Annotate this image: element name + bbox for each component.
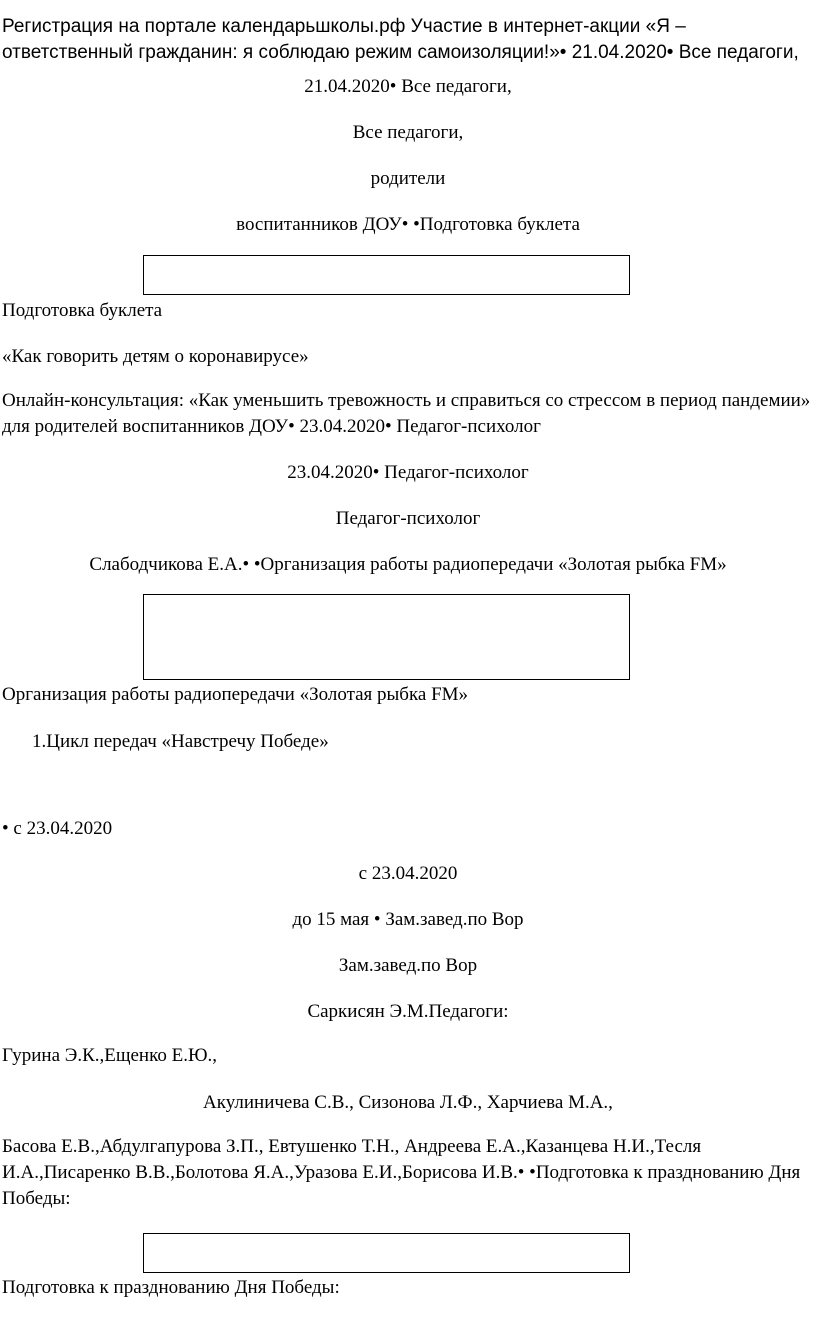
- psychologist-paragraph: Педагог-психолог: [335, 508, 481, 529]
- until-may-paragraph: до 15 мая • Зам.завед.по Вор: [292, 909, 524, 930]
- pupils-paragraph: воспитанников ДОУ• •Подготовка буклета: [236, 214, 580, 235]
- from-date-bullet: • с 23.04.2020: [2, 818, 113, 839]
- empty-frame-2: [143, 594, 630, 680]
- empty-frame-1: [143, 255, 630, 295]
- parents-paragraph: родители: [370, 168, 446, 189]
- date-paragraph: 21.04.2020• Все педагоги,: [304, 76, 512, 97]
- deputy-paragraph: Зам.завед.по Вор: [338, 955, 478, 976]
- from-date-paragraph: с 23.04.2020: [358, 863, 458, 884]
- sarkisyan-paragraph: Саркисян Э.М.Педагоги:: [307, 1001, 509, 1022]
- booklet-paragraph: Подготовка буклета: [2, 300, 163, 321]
- radio-paragraph: Организация работы радиопередачи «Золотая рыбка FM»: [2, 684, 469, 705]
- registration-paragraph: Регистрация на портале календарьшколы.рф Участие в интернет-акции «Я – ответственный гражданин: я соблюдаю режим самоизоляции!»• 21.04.2020• Все педагоги,: [2, 16, 799, 63]
- date-psychologist-paragraph: 23.04.2020• Педагог-психолог: [287, 462, 529, 483]
- victory-series-item: 1.Цикл передач «Навстречу Победе»: [32, 731, 329, 752]
- basova-paragraph: Басова Е.В.,Абдулгапурова З.П., Евтушенко Т.Н., Андреева Е.А.,Казанцева Н.И.,Тесля И.А.,Писаренко В.В.,Болотова Я.А.,Уразова Е.И.,Борисова И.В.• •Подготовка к празднованию Дня Победы:: [2, 1136, 801, 1209]
- empty-frame-3: [143, 1233, 630, 1273]
- victory-day-paragraph: Подготовка к празднованию Дня Победы:: [2, 1277, 340, 1298]
- consultation-paragraph: Онлайн-консультация: «Как уменьшить тревожность и справиться со стрессом в период пандемии» для родителей воспитанников ДОУ• 23.04.2020• Педагог-психолог: [2, 390, 811, 437]
- teachers-paragraph: Все педагоги,: [352, 122, 464, 143]
- akulinicheva-paragraph: Акулиничева С.В., Сизонова Л.Ф., Харчиева М.А.,: [203, 1092, 613, 1113]
- gurina-paragraph: Гурина Э.К.,Ещенко Е.Ю.,: [2, 1045, 217, 1066]
- slabodchikova-paragraph: Слабодчикова Е.А.• •Организация работы радиопередачи «Золотая рыбка FM»: [89, 554, 727, 575]
- booklet-title-paragraph: «Как говорить детям о коронавирусе»: [2, 346, 309, 367]
